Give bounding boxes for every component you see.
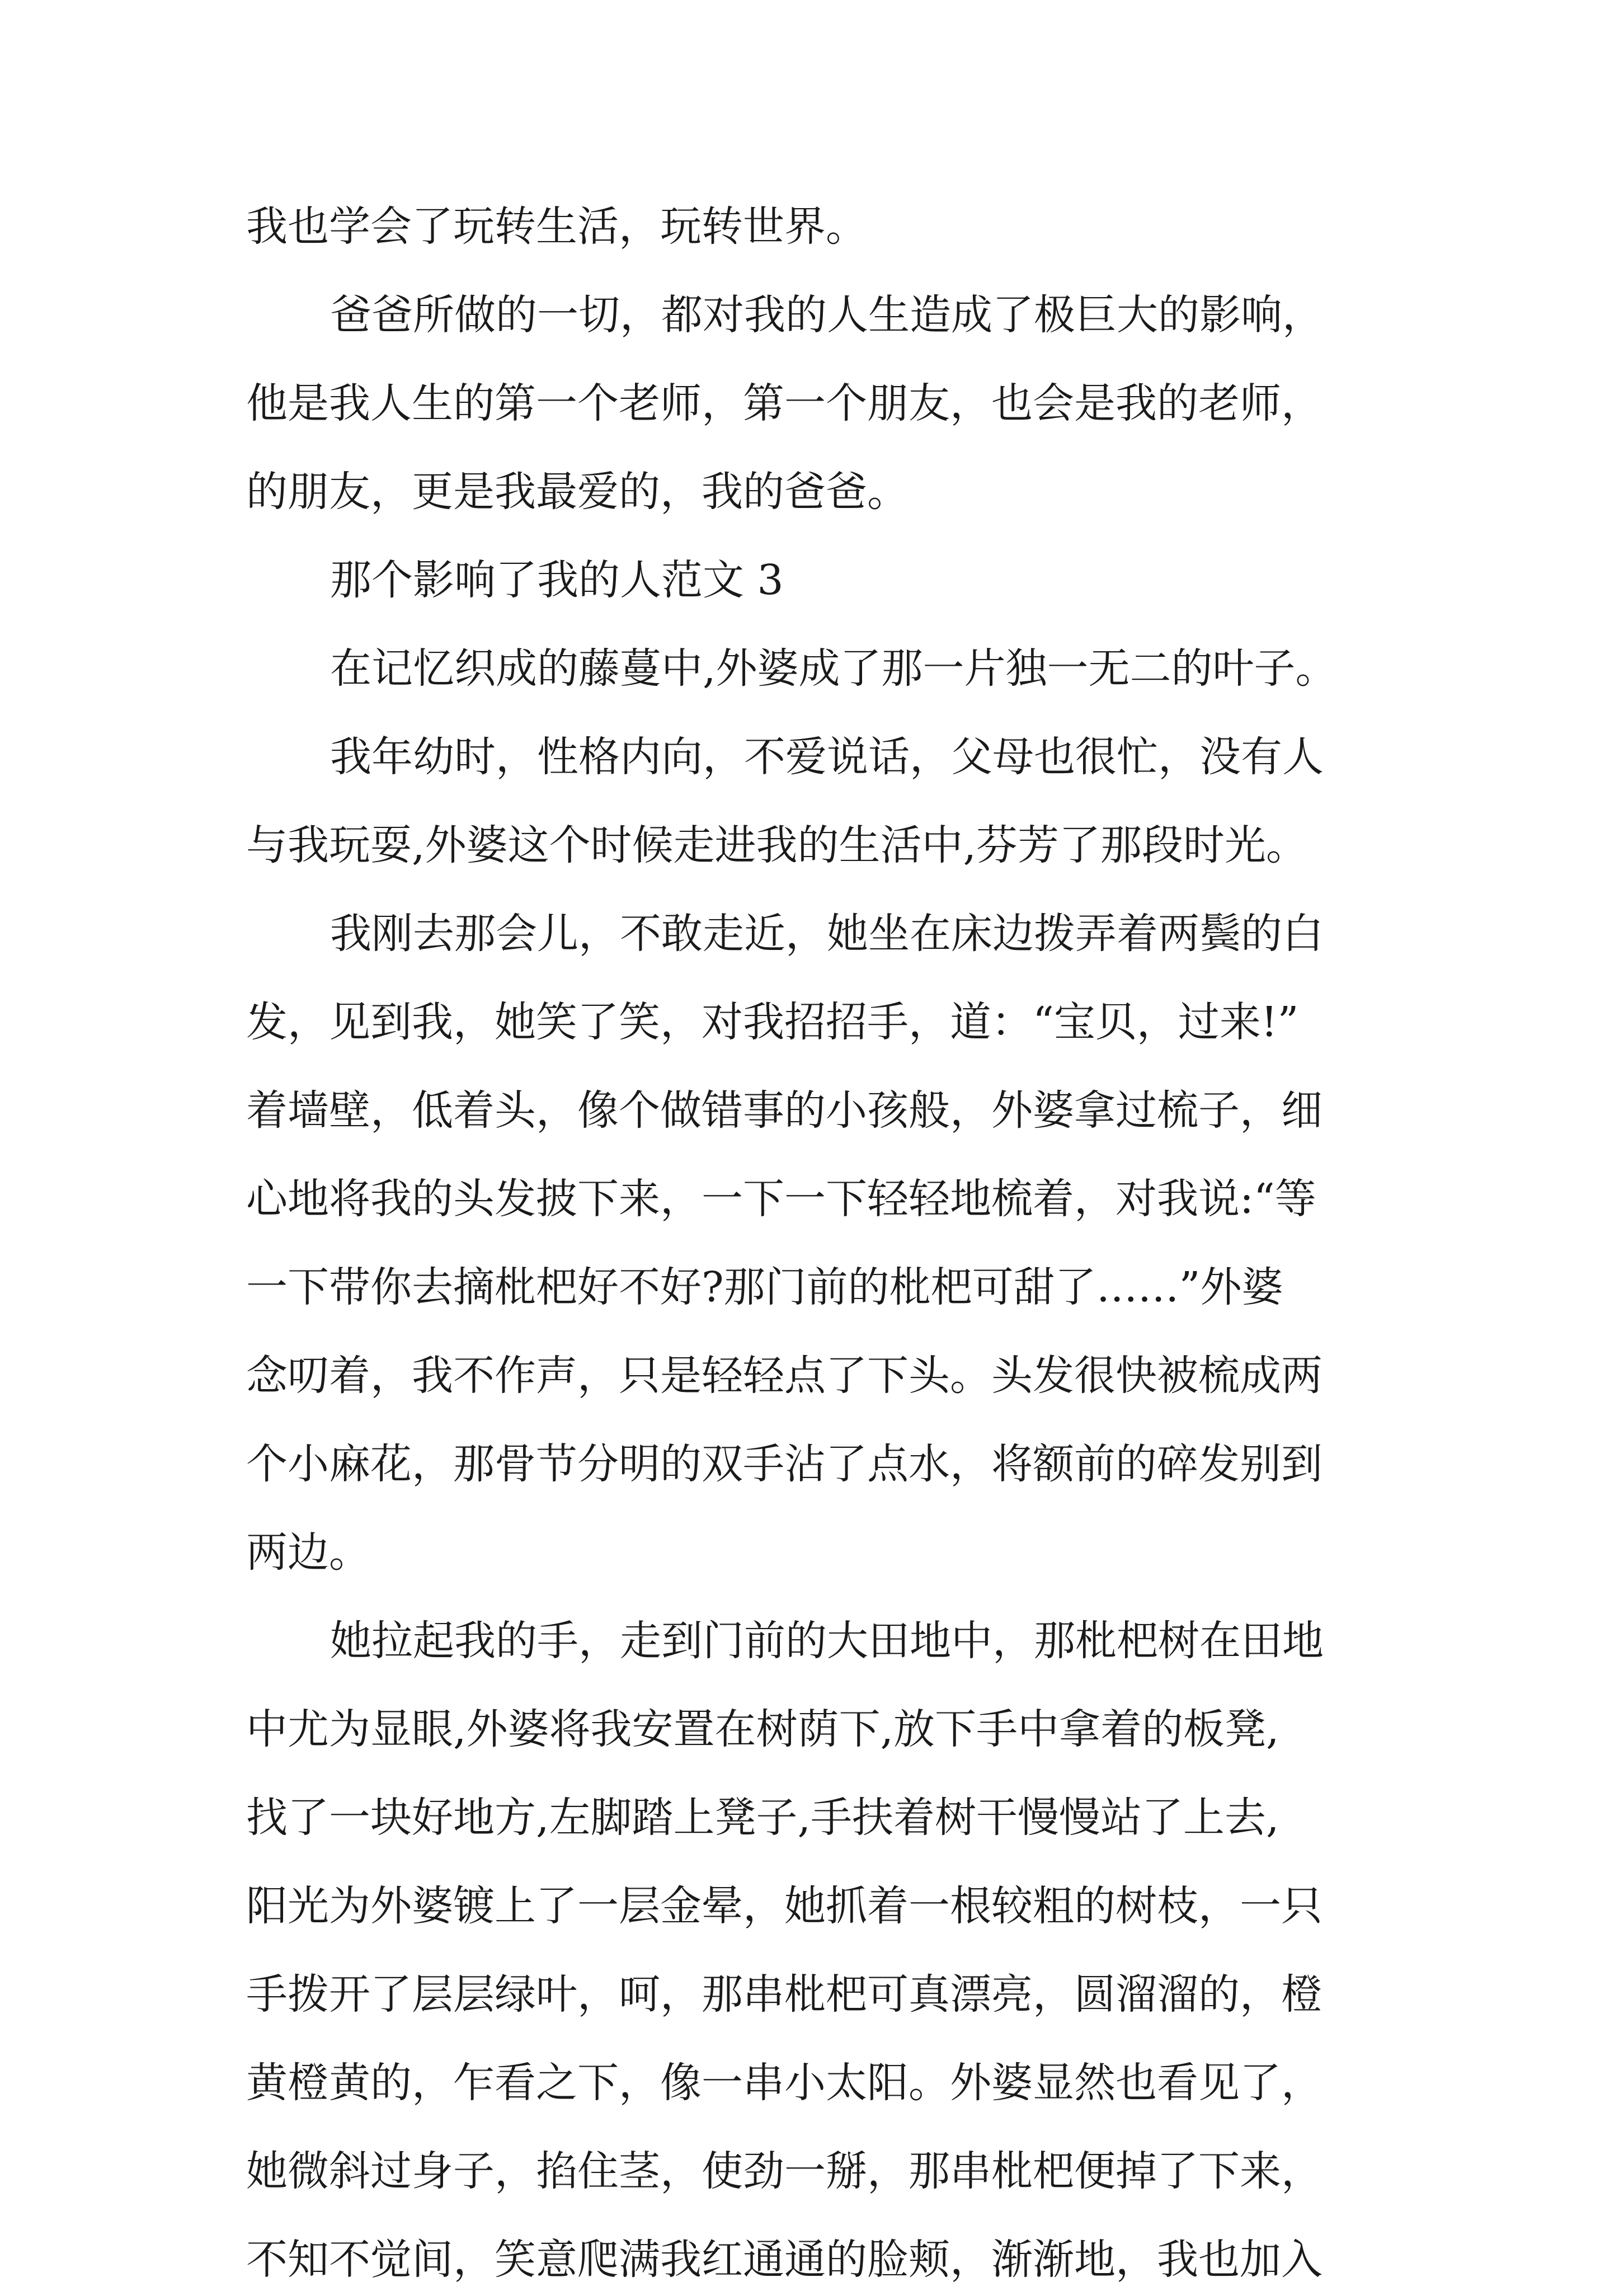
text-line-4: 的朋友，更是我最爱的，我的爸爸。	[246, 468, 909, 516]
text-line-15: 个小麻花，那骨节分明的双手沾了点水，将额前的碎发别到	[246, 1440, 1323, 1488]
text-line-21: 手拨开了层层绿叶，呵，那串枇杷可真漂亮，圆溜溜的，橙	[246, 1970, 1323, 2019]
text-line-22: 黄橙黄的，乍看之下，像一串小太阳。外婆显然也看见了，	[246, 2059, 1323, 2107]
text-line-10: 发，见到我，她笑了笑，对我招招手，道：“宝贝，过来!”	[246, 998, 1299, 1046]
text-line-23: 她微斜过身子，掐住茎，使劲一掰，那串枇杷便掉了下来，	[246, 2147, 1323, 2195]
text-line-24: 不知不觉间，笑意爬满我红通通的脸颊，渐渐地，我也加入	[246, 2236, 1323, 2284]
paragraph-start-line: 在记忆织成的藤蔓中,外婆成了那一片独一无二的叶子。	[330, 644, 1337, 693]
text-line-19: 找了一块好地方,左脚踏上凳子,手扶着树干慢慢站了上去,	[246, 1794, 1279, 1842]
text-line-3: 他是我人生的第一个老师，第一个朋友，也会是我的老师，	[246, 379, 1323, 427]
paragraph-start-line: 我刚去那会儿，不敢走近，她坐在床边拨弄着两鬓的白	[330, 910, 1324, 958]
section-heading: 那个影响了我的人范文 3	[330, 556, 784, 604]
text-line-1: 我也学会了玩转生活，玩转世界。	[246, 203, 867, 251]
paragraph-start-line: 爸爸所做的一切，都对我的人生造成了极巨大的影响，	[330, 291, 1324, 339]
text-line-13: 一下带你去摘枇杷好不好?那门前的枇杷可甜了……”外婆	[246, 1263, 1283, 1311]
paragraph-start-line: 我年幼时，性格内向，不爱说话，父母也很忙，没有人	[330, 733, 1324, 781]
text-line-20: 阳光为外婆镀上了一层金晕，她抓着一根较粗的树枝，一只	[246, 1882, 1323, 1930]
text-line-11: 着墙壁，低着头，像个做错事的小孩般，外婆拿过梳子，细	[246, 1086, 1323, 1135]
text-line-12: 心地将我的头发披下来，一下一下轻轻地梳着，对我说:“等	[246, 1175, 1316, 1223]
text-line-16: 两边。	[246, 1528, 370, 1577]
paragraph-start-line: 她拉起我的手，走到门前的大田地中，那枇杷树在田地	[330, 1617, 1324, 1665]
text-line-8: 与我玩耍,外婆这个时候走进我的生活中,芬芳了那段时光。	[246, 821, 1308, 869]
text-line-14: 念叨着，我不作声，只是轻轻点了下头。头发很快被梳成两	[246, 1352, 1323, 1400]
text-line-18: 中尤为显眼,外婆将我安置在树荫下,放下手中拿着的板凳,	[246, 1705, 1279, 1753]
